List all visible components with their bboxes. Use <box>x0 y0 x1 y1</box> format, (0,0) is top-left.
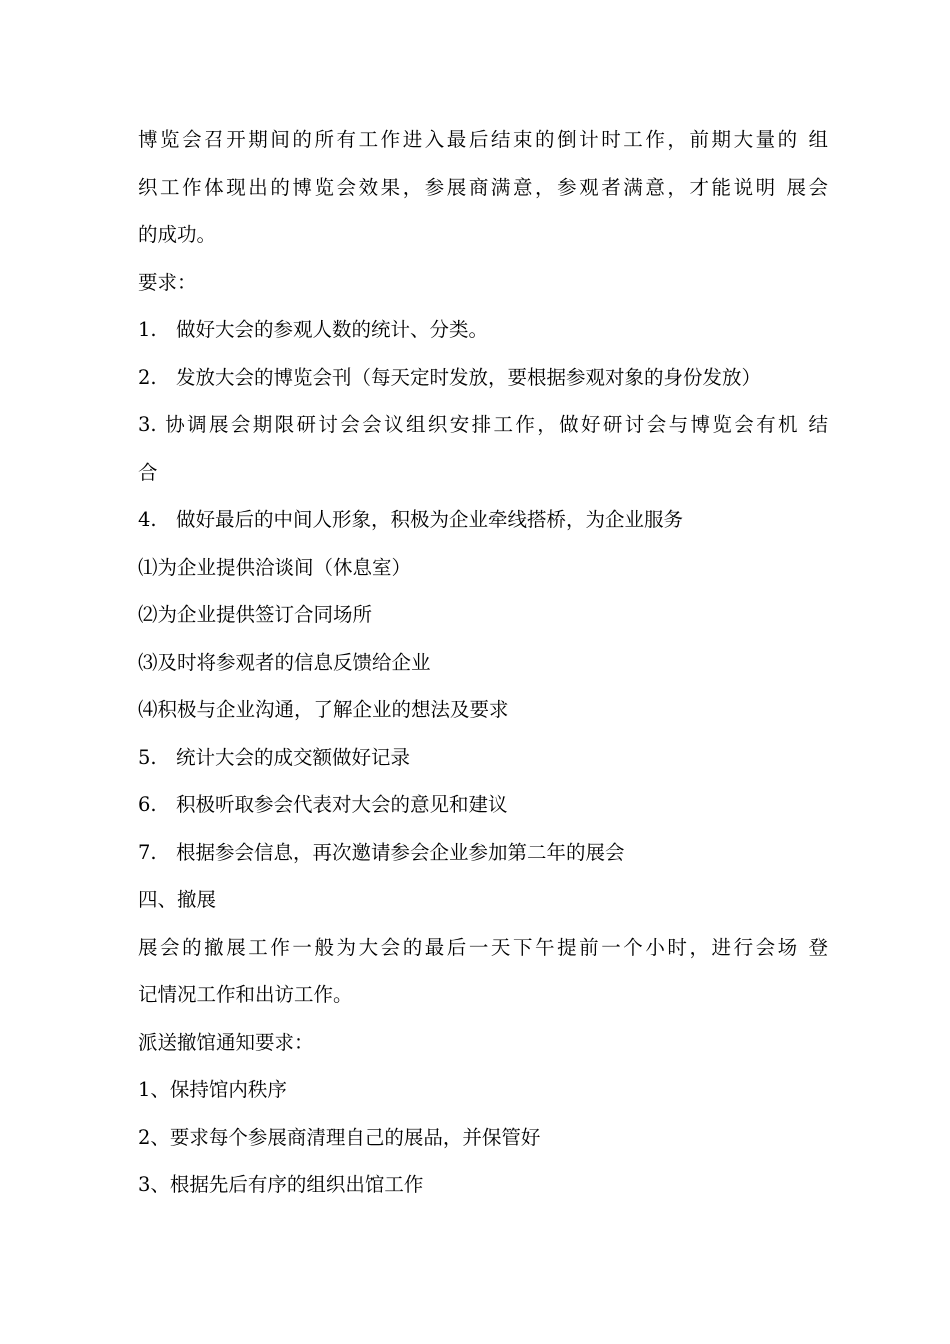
text-line <box>138 223 828 246</box>
text-line <box>138 366 828 389</box>
line-text: 合 <box>138 460 158 484</box>
list-number: 2. <box>138 365 157 389</box>
line-text: 博览会召开期间的所有工作进入最后结束的倒计时工作，前期大量的 组 <box>138 128 828 151</box>
list-number: 4. <box>138 508 157 531</box>
text-line <box>138 651 828 674</box>
line-text: ⑷积极与企业沟通，了解企业的想法及要求 <box>138 698 509 721</box>
document-body <box>138 128 828 1221</box>
list-number: 6. <box>138 793 157 816</box>
text-line <box>138 1126 828 1149</box>
line-text: ⑶及时将参观者的信息反馈给企业 <box>138 650 431 674</box>
line-text: 3. 协调展会期限研讨会会议组织安排工作，做好研讨会与博览会有机 结 <box>138 413 828 436</box>
text-line <box>138 413 828 436</box>
text-line <box>138 841 828 864</box>
text-line <box>138 1173 828 1196</box>
line-text: 要求： <box>138 270 197 294</box>
list-number: 1. <box>138 318 157 341</box>
line-text: 派送撤馆通知要求： <box>138 1030 314 1054</box>
text-line <box>138 603 828 626</box>
text-line <box>138 746 828 769</box>
line-text: ⑵为企业提供签订合同场所 <box>138 603 373 626</box>
text-line <box>138 128 828 151</box>
text-line <box>138 1031 828 1054</box>
line-text: 的成功。 <box>138 223 217 246</box>
line-text: 统计大会的成交额做好记录 <box>176 745 411 769</box>
text-line <box>138 176 828 199</box>
line-text: 做好最后的中间人形象，积极为企业牵线搭桥，为企业服务 <box>176 508 684 531</box>
line-text: 做好大会的参观人数的统计、分类。 <box>176 318 489 341</box>
text-line <box>138 1078 828 1101</box>
list-number: 7. <box>138 840 157 864</box>
list-number: 5. <box>138 745 157 769</box>
line-text: 四、撤展 <box>138 888 217 911</box>
line-text: 发放大会的博览会刊（每天定时发放，要根据参观对象的身份发放） <box>176 365 762 389</box>
line-text: 2、要求每个参展商清理自己的展品，并保管好 <box>138 1125 541 1149</box>
text-line <box>138 793 828 816</box>
text-line <box>138 461 828 484</box>
line-text: 3、根据先后有序的组织出馆工作 <box>138 1173 424 1196</box>
text-line <box>138 318 828 341</box>
text-line <box>138 888 828 911</box>
text-line <box>138 936 828 959</box>
line-text: 根据参会信息，再次邀请参会企业参加第二年的展会 <box>176 840 625 864</box>
text-line <box>138 556 828 579</box>
text-line <box>138 698 828 721</box>
text-line <box>138 508 828 531</box>
line-text: 展会的撤展工作一般为大会的最后一天下午提前一个小时，进行会场 登 <box>138 935 828 959</box>
line-text: ⑴为企业提供洽谈间（休息室） <box>138 555 412 579</box>
line-text: 积极听取参会代表对大会的意见和建议 <box>176 793 508 816</box>
line-text: 记情况工作和出访工作。 <box>138 983 353 1006</box>
line-text: 织工作体现出的博览会效果，参展商满意，参观者满意，才能说明 展会 <box>138 175 828 199</box>
line-text: 1、保持馆内秩序 <box>138 1078 287 1101</box>
text-line <box>138 271 828 294</box>
text-line <box>138 983 828 1006</box>
